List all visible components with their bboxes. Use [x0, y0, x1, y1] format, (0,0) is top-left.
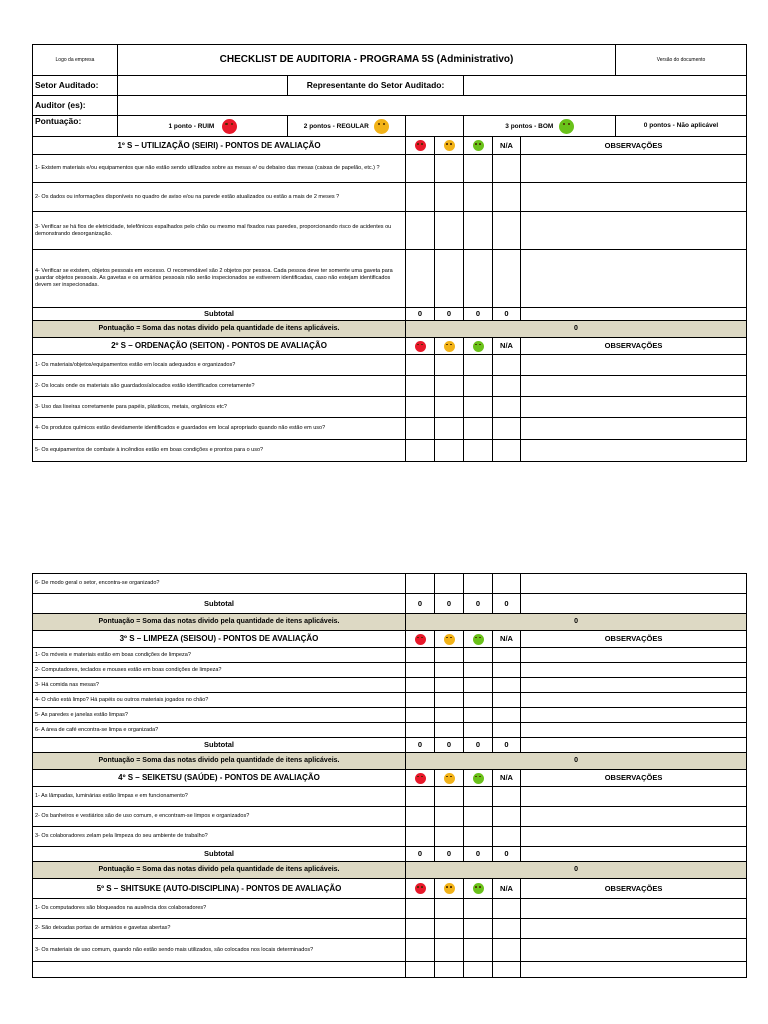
- subtotal-value: 0: [464, 847, 493, 862]
- score-cell[interactable]: [493, 418, 521, 440]
- score-cell[interactable]: [406, 708, 435, 723]
- score-cell[interactable]: [464, 678, 493, 693]
- subtotal-value: 0: [464, 308, 493, 321]
- red-face-icon: [415, 634, 426, 645]
- score-formula: Pontuação = Soma das notas divido pela quantidade de itens aplicáveis.: [33, 321, 406, 338]
- score-cell[interactable]: [406, 376, 435, 397]
- score-cell[interactable]: [493, 827, 521, 847]
- observation-cell[interactable]: [521, 807, 747, 827]
- score-cell[interactable]: [406, 355, 435, 376]
- score-formula: Pontuação = Soma das notas divido pela quantidade de itens aplicáveis.: [33, 614, 406, 631]
- question-4s-2: 2- Os banheiros e vestiários são de uso comum, e encontram-se limpos e organizados?: [33, 807, 406, 827]
- score-cell[interactable]: [406, 807, 435, 827]
- score-cell[interactable]: [435, 397, 464, 418]
- score-cell[interactable]: [464, 919, 493, 939]
- score-cell[interactable]: [406, 648, 435, 663]
- observation-cell[interactable]: [521, 440, 747, 462]
- section-3s-title: 3º S – LIMPEZA (SEISOU) - PONTOS DE AVALIAÇÃO: [33, 631, 406, 648]
- score-cell[interactable]: [406, 418, 435, 440]
- observation-cell[interactable]: [521, 723, 747, 738]
- score-cell[interactable]: [435, 440, 464, 462]
- score-cell[interactable]: [435, 418, 464, 440]
- score-cell[interactable]: [464, 708, 493, 723]
- question-4s-3: 3- Os colaboradores zelam pela limpeza do seu ambiente de trabalho?: [33, 827, 406, 847]
- auditor-label: Auditor (es):: [33, 96, 118, 116]
- question-2s-6: 6- De modo geral o setor, encontra-se organizado?: [33, 574, 406, 594]
- observation-cell[interactable]: [521, 708, 747, 723]
- score-cell[interactable]: [464, 155, 493, 183]
- score-cell[interactable]: [464, 663, 493, 678]
- score-cell[interactable]: [464, 574, 493, 594]
- score-cell[interactable]: [493, 648, 521, 663]
- score-cell[interactable]: [435, 723, 464, 738]
- sector-value[interactable]: [118, 76, 288, 96]
- score-cell[interactable]: [464, 939, 493, 962]
- subtotal-value: 0: [464, 738, 493, 753]
- observation-cell[interactable]: [521, 418, 747, 440]
- subtotal-label: Subtotal: [33, 594, 406, 614]
- company-logo: Logo da empresa: [33, 45, 118, 76]
- score-cell[interactable]: [435, 663, 464, 678]
- question-3s-4: 4- O chão está limpo? Há papéis ou outros materiais jogados no chão?: [33, 693, 406, 708]
- section-5s-title: 5º S – SHITSUKE (AUTO-DISCIPLINA) - PONTOS DE AVALIAÇÃO: [33, 879, 406, 899]
- score-cell[interactable]: [493, 183, 521, 212]
- question-1s-3: 3- Verificar se há fios de eletricidade, telefônicos espalhados pelo chão ou mesmo mal fixados nas paredes, proporcionando risco de acidentes ou demonstrando desorganização.: [33, 212, 406, 250]
- subtotal-value: 0: [493, 847, 521, 862]
- score-cell[interactable]: [493, 355, 521, 376]
- section-score: 0: [406, 862, 747, 879]
- observation-cell[interactable]: [521, 250, 747, 308]
- subtotal-value: 0: [435, 847, 464, 862]
- yellow-face-icon: [444, 140, 455, 151]
- score-cell[interactable]: [493, 919, 521, 939]
- red-face-icon: [415, 140, 426, 151]
- score-cell[interactable]: [406, 787, 435, 807]
- score-cell[interactable]: [464, 183, 493, 212]
- subtotal-value: 0: [464, 594, 493, 614]
- question-1s-4: 4- Verificar se existem, objetos pessoais em excesso. O recomendável são 2 objetos por pessoa. Cada pessoa deve ter somente uma gaveta para guardar objetos pessoais. As gavetas e os armários pessoais não serão inspecionados se estiverem identificadas, caso não estejam identificados devem ser inspecionadas.: [33, 250, 406, 308]
- score-formula: Pontuação = Soma das notas divido pela quantidade de itens aplicáveis.: [33, 753, 406, 770]
- subtotal-value: 0: [406, 847, 435, 862]
- yellow-face-icon: [444, 773, 455, 784]
- score-cell[interactable]: [464, 787, 493, 807]
- score-cell[interactable]: [464, 418, 493, 440]
- question-5s-2: 2- São deixadas portas de armários e gavetas abertas?: [33, 919, 406, 939]
- score-cell[interactable]: [435, 939, 464, 962]
- observation-cell[interactable]: [521, 574, 747, 594]
- auditor-value[interactable]: [118, 96, 747, 116]
- red-face-icon: [415, 341, 426, 352]
- score-cell[interactable]: [464, 440, 493, 462]
- red-face-icon: [415, 773, 426, 784]
- question-2s-1: 1- Os materiais/objetos/equipamentos estão em locais adequados e organizados?: [33, 355, 406, 376]
- observation-cell[interactable]: [521, 693, 747, 708]
- yellow-face-icon: [444, 341, 455, 352]
- section-4s-title: 4º S – SEIKETSU (SAÚDE) - PONTOS DE AVALIAÇÃO: [33, 770, 406, 787]
- question-3s-1: 1- Os móveis e materiais estão em boas condições de limpeza?: [33, 648, 406, 663]
- observation-cell[interactable]: [521, 827, 747, 847]
- score-cell[interactable]: [493, 155, 521, 183]
- score-cell[interactable]: [435, 212, 464, 250]
- score-cell[interactable]: [406, 183, 435, 212]
- score-cell[interactable]: [435, 678, 464, 693]
- score-cell[interactable]: [435, 250, 464, 308]
- question-2s-3: 3- Uso das lixeiras corretamente para papéis, plásticos, metais, orgânicos etc?: [33, 397, 406, 418]
- score-cell[interactable]: [464, 250, 493, 308]
- observation-cell[interactable]: [521, 663, 747, 678]
- checklist-page-2: [32, 573, 747, 978]
- score-1-point: 1 ponto - RUIM: [118, 116, 288, 137]
- score-cell[interactable]: [435, 155, 464, 183]
- green-face-icon: [473, 883, 484, 894]
- score-cell[interactable]: [464, 693, 493, 708]
- score-cell[interactable]: [435, 693, 464, 708]
- score-cell[interactable]: [493, 807, 521, 827]
- score-cell[interactable]: [406, 899, 435, 919]
- subtotal-value: 0: [493, 738, 521, 753]
- observation-cell[interactable]: [521, 155, 747, 183]
- checklist-page-1: [32, 44, 747, 462]
- score-cell[interactable]: [493, 723, 521, 738]
- score-cell[interactable]: [464, 827, 493, 847]
- na-header: N/A: [493, 631, 521, 648]
- score-cell[interactable]: [406, 919, 435, 939]
- score-cell[interactable]: [406, 574, 435, 594]
- score-cell[interactable]: [406, 250, 435, 308]
- score-cell[interactable]: [435, 708, 464, 723]
- score-formula: Pontuação = Soma das notas divido pela quantidade de itens aplicáveis.: [33, 862, 406, 879]
- subtotal-label: Subtotal: [33, 847, 406, 862]
- score-cell[interactable]: [464, 723, 493, 738]
- score-cell[interactable]: [493, 708, 521, 723]
- question-5s-3: 3- Os materiais de uso comum, quando não estão sendo mais utilizados, são colocados nos locais determinados?: [33, 939, 406, 962]
- section-2s-title: 2º S – ORDENAÇÃO (SEITON) - PONTOS DE AVALIAÇÃO: [33, 338, 406, 355]
- observation-cell[interactable]: [521, 212, 747, 250]
- score-cell[interactable]: [493, 397, 521, 418]
- score-cell[interactable]: [406, 939, 435, 962]
- subtotal-value: 0: [406, 738, 435, 753]
- question-3s-6: 6- A área de café encontra-se limpa e organizada?: [33, 723, 406, 738]
- score-cell[interactable]: [406, 155, 435, 183]
- score-cell[interactable]: [464, 355, 493, 376]
- question-3s-3: 3- Há comida nas mesas?: [33, 678, 406, 693]
- observation-cell[interactable]: [521, 787, 747, 807]
- subtotal-value: 0: [435, 594, 464, 614]
- score-cell[interactable]: [493, 440, 521, 462]
- yellow-face-icon: [444, 634, 455, 645]
- subtotal-label: Subtotal: [33, 308, 406, 321]
- score-cell[interactable]: [406, 212, 435, 250]
- na-header: N/A: [493, 770, 521, 787]
- score-0-points: 0 pontos - Não aplicável: [616, 116, 747, 137]
- subtotal-value: 0: [435, 738, 464, 753]
- question-2s-4: 4- Os produtos químicos estão devidamente identificados e guardados em local apropriado quando não estão em uso?: [33, 418, 406, 440]
- score-cell[interactable]: [406, 397, 435, 418]
- observations-header: OBSERVAÇÕES: [521, 631, 747, 648]
- representative-label: Representante do Setor Auditado:: [288, 76, 464, 96]
- observation-cell[interactable]: [521, 183, 747, 212]
- score-cell[interactable]: [406, 663, 435, 678]
- score-cell[interactable]: [464, 648, 493, 663]
- score-cell[interactable]: [406, 693, 435, 708]
- score-2-points: 2 pontos - REGULAR: [288, 116, 406, 137]
- subtotal-value: 0: [493, 308, 521, 321]
- section-score: 0: [406, 321, 747, 338]
- subtotal-label: Subtotal: [33, 738, 406, 753]
- score-cell[interactable]: [435, 787, 464, 807]
- na-header: N/A: [493, 137, 521, 155]
- section-score: 0: [406, 753, 747, 770]
- subtotal-value: 0: [406, 308, 435, 321]
- observation-cell[interactable]: [521, 355, 747, 376]
- section-score: 0: [406, 614, 747, 631]
- subtotal-value: 0: [406, 594, 435, 614]
- observation-cell[interactable]: [521, 899, 747, 919]
- na-header: N/A: [493, 338, 521, 355]
- question-2s-5: 5- Os equipamentos de combate à incêndios estão em boas condições e prontos para o uso?: [33, 440, 406, 462]
- score-cell[interactable]: [464, 376, 493, 397]
- question-3s-2: 2- Computadores, teclados e mouses estão em boas condições de limpeza?: [33, 663, 406, 678]
- score-cell[interactable]: [493, 574, 521, 594]
- score-cell[interactable]: [435, 376, 464, 397]
- representative-value[interactable]: [464, 76, 747, 96]
- na-header: N/A: [493, 879, 521, 899]
- score-cell[interactable]: [464, 397, 493, 418]
- yellow-face-icon: [444, 883, 455, 894]
- green-face-icon: [559, 119, 574, 134]
- question-3s-5: 5- As paredes e janelas estão limpas?: [33, 708, 406, 723]
- observations-header: OBSERVAÇÕES: [521, 338, 747, 355]
- question-2s-2: 2- Os locais onde os materiais são guardados/alocados estão identificados corretamente?: [33, 376, 406, 397]
- score-cell[interactable]: [493, 663, 521, 678]
- question-4s-1: 1- As lâmpadas, luminárias estão limpas e em funcionamento?: [33, 787, 406, 807]
- score-cell[interactable]: [464, 807, 493, 827]
- score-cell[interactable]: [435, 827, 464, 847]
- score-cell[interactable]: [435, 807, 464, 827]
- observation-cell[interactable]: [521, 376, 747, 397]
- score-cell[interactable]: [406, 678, 435, 693]
- observation-cell[interactable]: [521, 939, 747, 962]
- question-1s-1: 1- Existem materiais e/ou equipamentos que não estão sendo utilizados sobre as mesas e/ ou debaixo das mesas (caixas de papelão, etc.) ?: [33, 155, 406, 183]
- score-cell[interactable]: [435, 183, 464, 212]
- observation-cell[interactable]: [521, 678, 747, 693]
- score-cell[interactable]: [464, 899, 493, 919]
- page-title: CHECKLIST DE AUDITORIA - PROGRAMA 5S (Administrativo): [118, 45, 616, 76]
- score-cell[interactable]: [435, 899, 464, 919]
- observations-header: OBSERVAÇÕES: [521, 879, 747, 899]
- score-cell[interactable]: [406, 440, 435, 462]
- score-cell[interactable]: [435, 355, 464, 376]
- score-cell[interactable]: [493, 939, 521, 962]
- green-face-icon: [473, 140, 484, 151]
- green-face-icon: [473, 634, 484, 645]
- document-version: Versão do documento: [616, 45, 747, 76]
- subtotal-value: 0: [493, 594, 521, 614]
- question-1s-2: 2- Os dados ou informações disponíveis no quadro de aviso e/ou na parede estão atualizados ou estão a mais de 2 meses ?: [33, 183, 406, 212]
- green-face-icon: [473, 341, 484, 352]
- score-cell[interactable]: [406, 827, 435, 847]
- green-face-icon: [473, 773, 484, 784]
- score-cell[interactable]: [493, 678, 521, 693]
- sector-label: Setor Auditado:: [33, 76, 118, 96]
- score-label: Pontuação:: [33, 116, 118, 137]
- score-cell[interactable]: [493, 693, 521, 708]
- score-cell[interactable]: [493, 899, 521, 919]
- score-cell[interactable]: [435, 919, 464, 939]
- score-cell[interactable]: [435, 648, 464, 663]
- score-cell[interactable]: [493, 212, 521, 250]
- score-cell[interactable]: [406, 723, 435, 738]
- score-cell[interactable]: [493, 376, 521, 397]
- red-face-icon: [222, 119, 237, 134]
- score-cell[interactable]: [493, 787, 521, 807]
- observation-cell[interactable]: [521, 397, 747, 418]
- observations-header: OBSERVAÇÕES: [521, 770, 747, 787]
- subtotal-value: 0: [435, 308, 464, 321]
- observation-cell[interactable]: [521, 919, 747, 939]
- score-3-points: 3 pontos - BOM: [464, 116, 616, 137]
- score-cell[interactable]: [435, 574, 464, 594]
- score-cell[interactable]: [464, 212, 493, 250]
- section-1s-title: 1º S – UTILIZAÇÃO (SEIRI) - PONTOS DE AVALIAÇÃO: [33, 137, 406, 155]
- score-cell[interactable]: [493, 250, 521, 308]
- yellow-face-icon: [374, 119, 389, 134]
- question-5s-1: 1- Os computadores são bloqueados na ausência dos colaboradores?: [33, 899, 406, 919]
- red-face-icon: [415, 883, 426, 894]
- observations-header: OBSERVAÇÕES: [521, 137, 747, 155]
- observation-cell[interactable]: [521, 648, 747, 663]
